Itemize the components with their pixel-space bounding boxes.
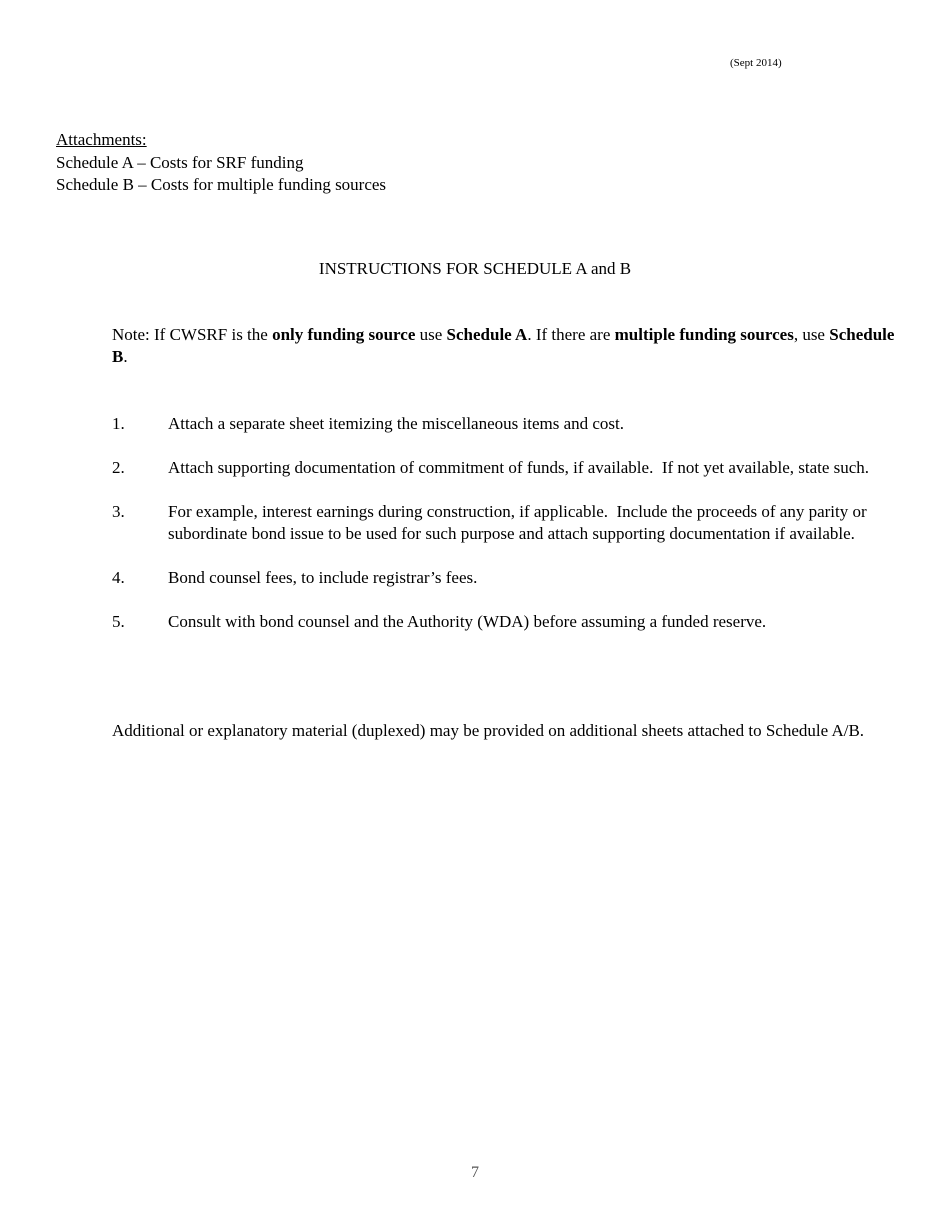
instruction-item (112, 457, 912, 479)
note-emphasis-multiple-funding-sources: multiple funding sources (614, 325, 794, 344)
instruction-item (112, 567, 912, 589)
note-text: . (123, 347, 128, 366)
instruction-text: Attach a separate sheet itemizing the miscellaneous items and cost. (168, 414, 625, 433)
additional-material-note: Additional or explanatory material (duplexed) may be provided on additional sheets attached to Schedule A/B. (112, 721, 865, 740)
note-emphasis-only-funding-source: only funding source (272, 325, 416, 344)
note-emphasis-schedule-b: Schedule B (112, 325, 895, 366)
instructions-title: INSTRUCTIONS FOR SCHEDULE A and B (318, 259, 632, 278)
instructions-list (112, 413, 912, 655)
instruction-item (112, 611, 912, 633)
instruction-item (112, 501, 912, 545)
note-emphasis-schedule-a: Schedule A (446, 325, 528, 344)
attachments-block (56, 129, 386, 197)
note-text: , use (793, 325, 830, 344)
instruction-text: Bond counsel fees, to include registrar’s fees. (168, 568, 478, 587)
instruction-text: Consult with bond counsel and the Authority (WDA) before assuming a funded reserve. (168, 612, 767, 631)
instruction-text: For example, interest earnings during construction, if applicable. Include the proceeds of any parity or subordinate bond issue to be used for such purpose and attach supporting documentation if available. (168, 502, 867, 543)
attachment-schedule-a: Schedule A – Costs for SRF funding (56, 152, 304, 172)
note-text: Note: If CWSRF is the (112, 325, 273, 344)
instruction-item (112, 413, 912, 435)
attachment-schedule-b: Schedule B – Costs for multiple funding sources (56, 175, 387, 194)
instruction-text: Attach supporting documentation of commitment of funds, if available. If not yet available, state such. (168, 458, 870, 477)
revision-date: (Sept 2014) (730, 57, 782, 69)
attachments-heading: Attachments: (56, 130, 147, 149)
page-number: 7 (471, 1164, 479, 1181)
instruction-number: 2. (112, 458, 125, 477)
instruction-number: 4. (112, 568, 125, 587)
funding-note (112, 324, 912, 368)
instruction-number: 3. (112, 502, 125, 521)
instruction-number: 5. (112, 612, 125, 631)
note-text: . If there are (527, 325, 615, 344)
instruction-number: 1. (112, 414, 125, 433)
note-text: use (415, 325, 447, 344)
